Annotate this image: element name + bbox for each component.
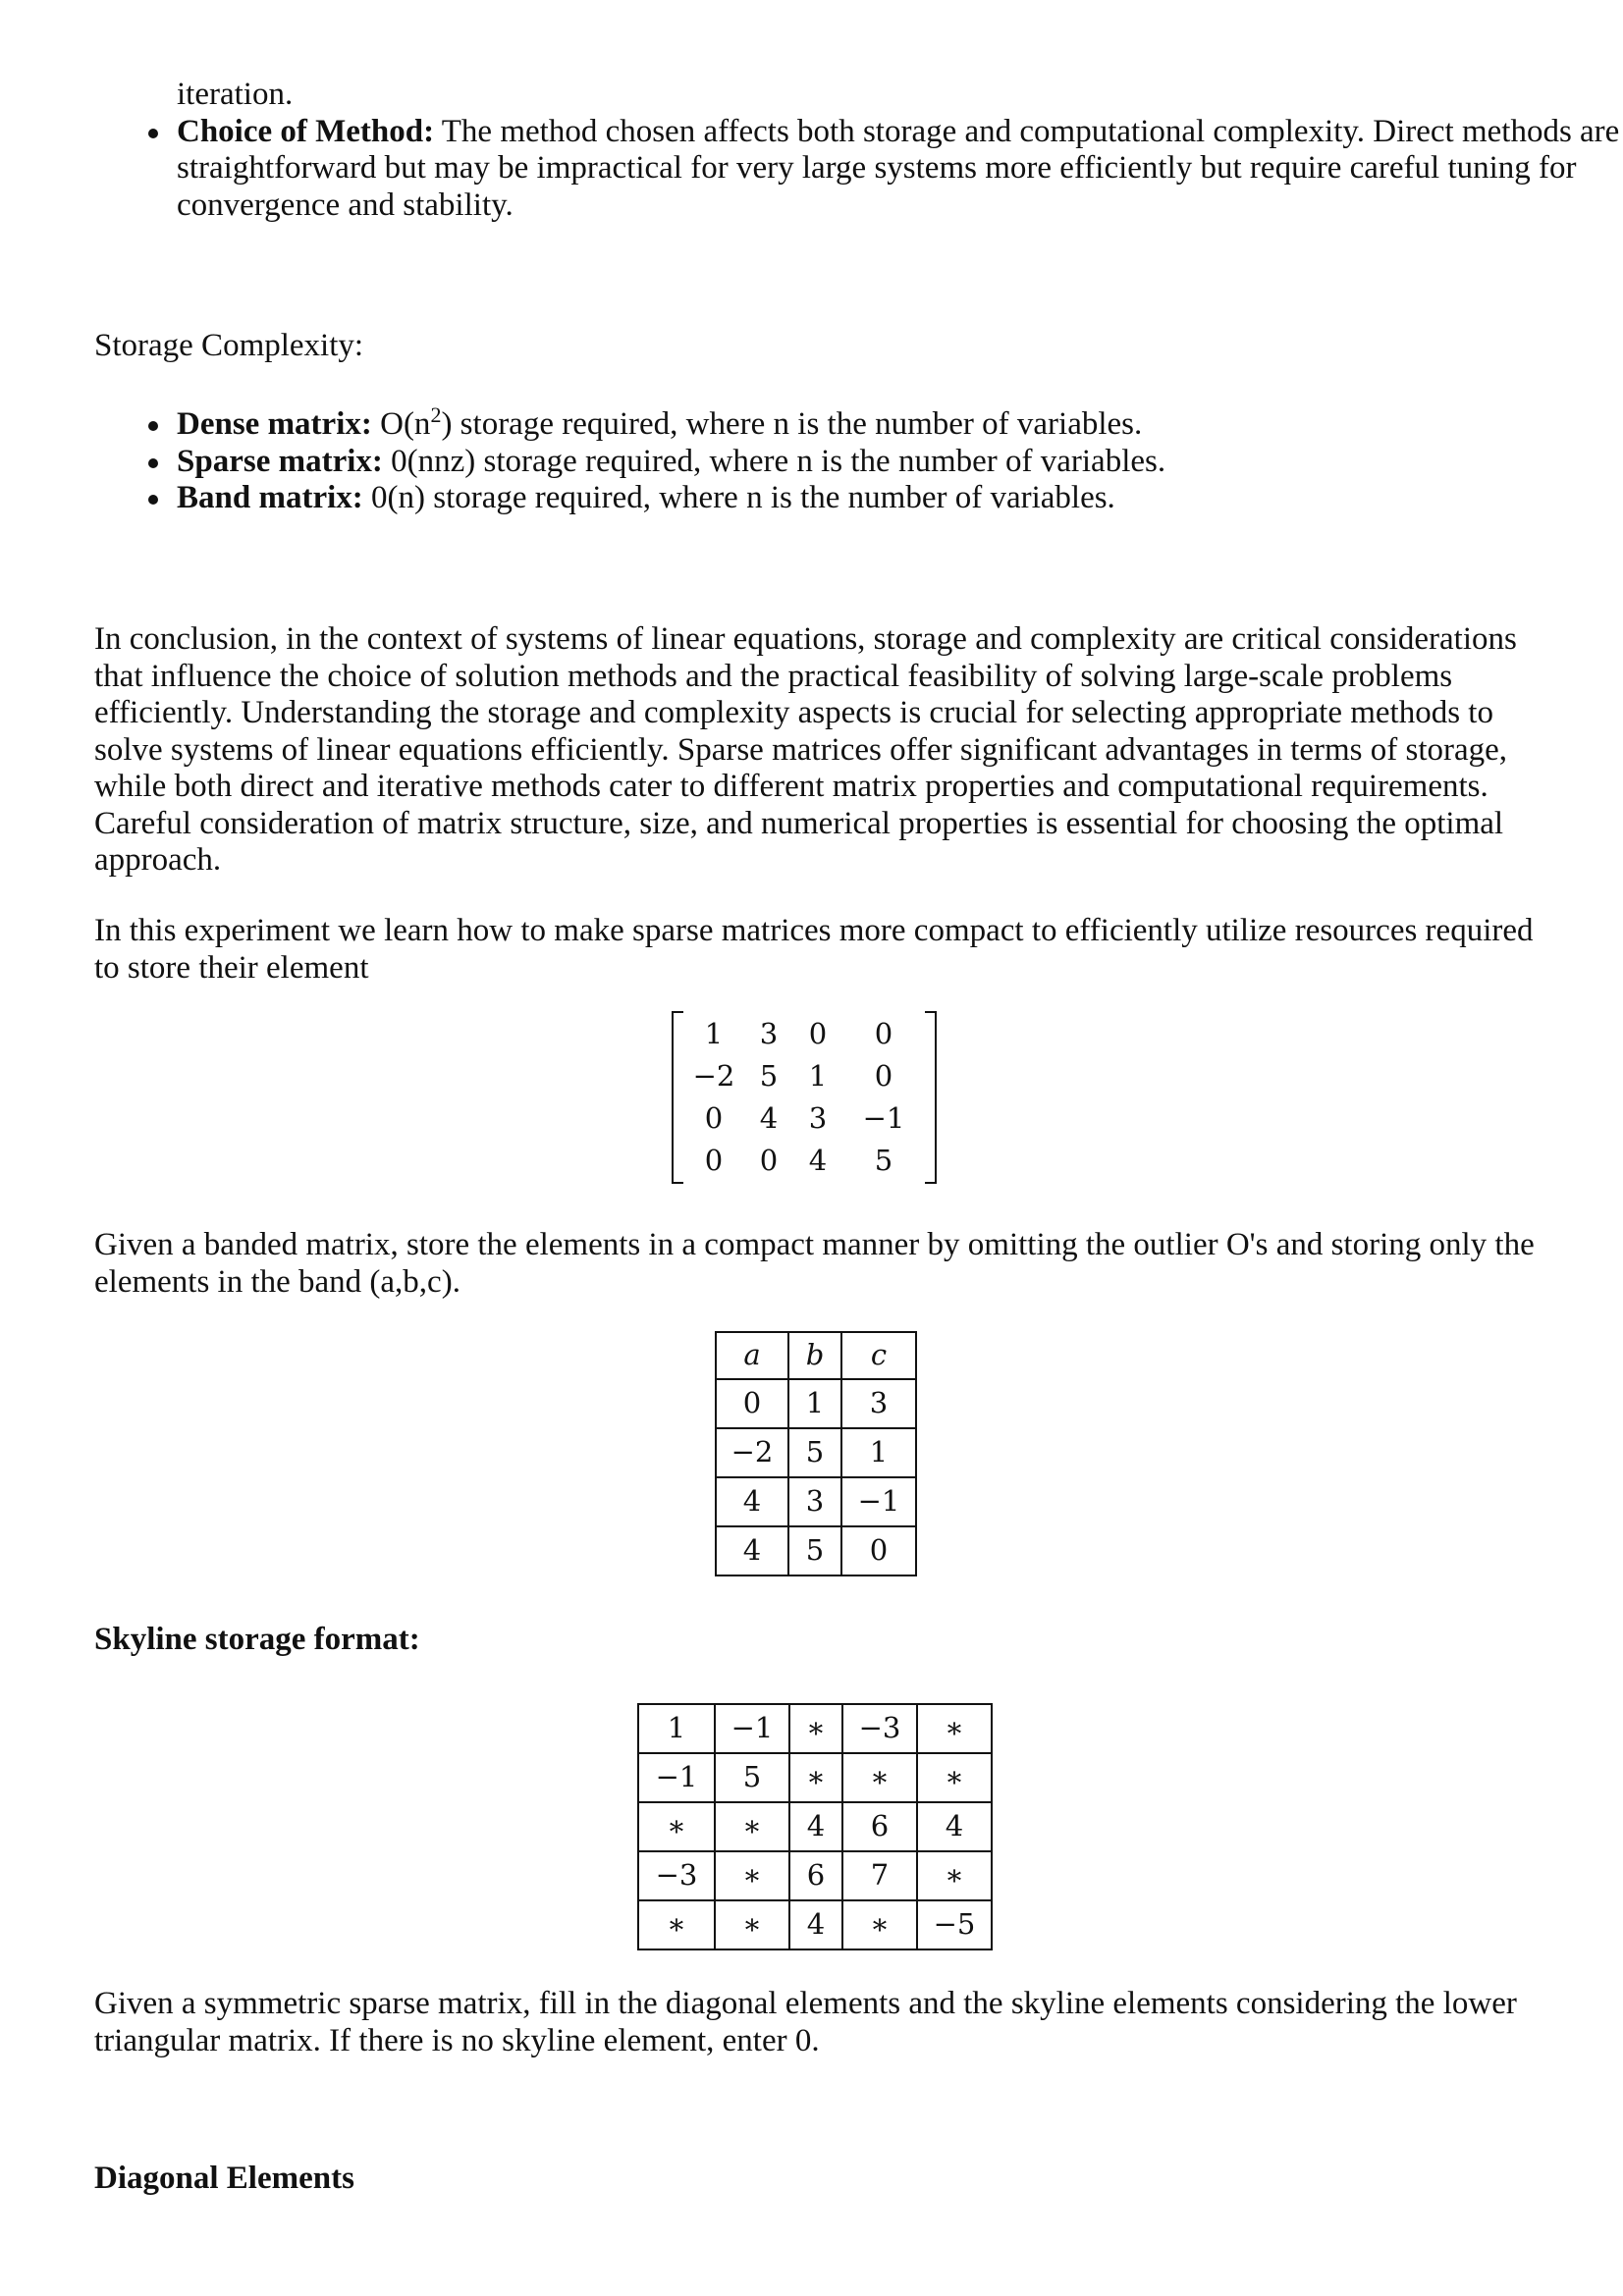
skyline-cell: ∗ <box>715 1802 789 1851</box>
skyline-cell: ∗ <box>917 1851 992 1900</box>
skyline-row <box>638 1802 992 1851</box>
band-table-cell: 4 <box>716 1477 788 1526</box>
skyline-cell: 5 <box>715 1753 789 1802</box>
sparse-matrix-label: Sparse matrix: <box>177 443 383 479</box>
matrix-cell: 0 <box>704 1100 724 1135</box>
band-table-row <box>716 1526 916 1575</box>
dense-matrix-text-post: ) storage required, where n is the number of variables. <box>441 406 1143 442</box>
matrix-cell: −2 <box>692 1058 735 1093</box>
band-matrix-item <box>177 480 1623 517</box>
skyline-cell: ∗ <box>789 1704 842 1753</box>
dense-matrix-exponent: 2 <box>430 402 442 427</box>
skyline-cell: ∗ <box>638 1802 715 1851</box>
skyline-heading-text: Skyline storage format: <box>94 1622 420 1657</box>
skyline-cell: 1 <box>638 1704 715 1753</box>
matrix-cell: 1 <box>704 1016 724 1050</box>
diagonal-elements-heading-text: Diagonal Elements <box>94 2161 354 2196</box>
skyline-cell: ∗ <box>842 1900 917 1949</box>
dense-matrix-text-pre: O(n <box>371 406 431 442</box>
skyline-cell: ∗ <box>917 1753 992 1802</box>
skyline-cell: 6 <box>789 1851 842 1900</box>
band-table-row <box>716 1477 916 1526</box>
skyline-cell: −3 <box>842 1704 917 1753</box>
diagonal-elements-heading <box>94 2161 354 2198</box>
matrix-cell: 1 <box>808 1058 828 1093</box>
matrix-cell: −1 <box>862 1100 905 1135</box>
intro-bullet-list <box>94 77 1623 224</box>
dense-matrix-label: Dense matrix: <box>177 406 372 442</box>
skyline-row <box>638 1900 992 1949</box>
conclusion-paragraph: In conclusion, in the context of systems of linear equations, storage and complexity are critical considerations that influence the choice of solution methods and the practical feasibility of solving large-scale problems efficiently. Understanding the storage and complexity aspects is crucial for selecting appropriate methods to solve systems of linear equations efficiently. Sparse matrices offer significant advantages in terms of storage, while both direct and iterative methods cater to different matrix properties and computational requirements. Careful consideration of matrix structure, size, and numerical properties is essential for choosing the optimal approach. <box>94 621 1517 878</box>
matrix-cell: 5 <box>759 1058 779 1093</box>
band-table-row <box>716 1428 916 1477</box>
matrix-cell: 3 <box>759 1016 779 1050</box>
matrix-cell: 0 <box>874 1016 893 1050</box>
skyline-table <box>637 1703 993 1950</box>
continued-item <box>177 77 1623 114</box>
band-table-header-row <box>716 1332 916 1379</box>
band-table-cell: 1 <box>788 1379 841 1428</box>
skyline-cell: ∗ <box>789 1753 842 1802</box>
band-table-cell: 0 <box>841 1526 916 1575</box>
storage-bullet-list <box>94 402 1623 517</box>
skyline-cell: −3 <box>638 1851 715 1900</box>
sparse-matrix-item <box>177 444 1623 481</box>
skyline-cell: 4 <box>789 1802 842 1851</box>
matrix-cell: 0 <box>874 1058 893 1093</box>
skyline-cell: 7 <box>842 1851 917 1900</box>
storage-complexity-heading: Storage Complexity: <box>94 328 364 363</box>
matrix-cell: 4 <box>759 1100 779 1135</box>
band-table-cell: 5 <box>788 1526 841 1575</box>
band-table-cell: 0 <box>716 1379 788 1428</box>
band-table-row <box>716 1379 916 1428</box>
experiment-paragraph: In this experiment we learn how to make sparse matrices more compact to efficiently utilize resources required to store their element <box>94 913 1534 986</box>
band-table-header-b: b <box>788 1332 841 1379</box>
skyline-cell: −5 <box>917 1900 992 1949</box>
matrix-cell: 3 <box>808 1100 828 1135</box>
skyline-cell: 4 <box>917 1802 992 1851</box>
skyline-cell: ∗ <box>842 1753 917 1802</box>
banded-instruction: Given a banded matrix, store the elements in a compact manner by omitting the outlier O's and storing only the elements in the band (a,b,c). <box>94 1227 1535 1300</box>
matrix-row <box>683 1055 925 1097</box>
skyline-cell: ∗ <box>638 1900 715 1949</box>
skyline-cell: 6 <box>842 1802 917 1851</box>
skyline-row <box>638 1704 992 1753</box>
choice-of-method-item <box>177 114 1623 225</box>
band-table-cell: 4 <box>716 1526 788 1575</box>
dense-matrix-item <box>177 402 1623 444</box>
matrix-row <box>683 1097 925 1140</box>
continued-text: iteration. <box>177 77 294 112</box>
skyline-instruction: Given a symmetric sparse matrix, fill in the diagonal elements and the skyline elements considering the lower triangular matrix. If there is no skyline element, enter 0. <box>94 1986 1517 2058</box>
band-table-cell: 1 <box>841 1428 916 1477</box>
choice-of-method-label: Choice of Method: <box>177 113 435 149</box>
matrix-right-bracket <box>925 1011 937 1184</box>
band-table-cell: 3 <box>788 1477 841 1526</box>
band-table-cell: 5 <box>788 1428 841 1477</box>
matrix-row <box>683 1140 925 1182</box>
band-table-cell: −1 <box>841 1477 916 1526</box>
band-matrix-text: 0(n) storage required, where n is the number of variables. <box>362 480 1115 515</box>
skyline-heading <box>94 1622 420 1659</box>
matrix-cell: 5 <box>874 1143 893 1177</box>
skyline-cell: 4 <box>789 1900 842 1949</box>
band-matrix-label: Band matrix: <box>177 480 363 515</box>
banded-matrix-body <box>683 1013 925 1182</box>
choice-of-method-text: The method chosen affects both storage and computational complexity. Direct methods are straightforward but may be impractical for very large systems more efficiently but require careful tuning for convergence and stability. <box>177 113 1620 223</box>
skyline-row <box>638 1851 992 1900</box>
matrix-left-bracket <box>672 1011 683 1184</box>
band-table-header-a: a <box>716 1332 788 1379</box>
matrix-cell: 4 <box>808 1143 828 1177</box>
band-table-header-c: c <box>841 1332 916 1379</box>
skyline-cell: ∗ <box>715 1851 789 1900</box>
band-table-cell: −2 <box>716 1428 788 1477</box>
sparse-matrix-text: 0(nnz) storage required, where n is the number of variables. <box>382 443 1166 479</box>
skyline-cell: ∗ <box>715 1900 789 1949</box>
band-table-cell: 3 <box>841 1379 916 1428</box>
banded-matrix <box>672 1011 937 1184</box>
matrix-cell: 0 <box>704 1143 724 1177</box>
matrix-row <box>683 1013 925 1055</box>
skyline-cell: ∗ <box>917 1704 992 1753</box>
skyline-cell: −1 <box>715 1704 789 1753</box>
band-storage-table <box>715 1331 917 1576</box>
matrix-cell: 0 <box>759 1143 779 1177</box>
matrix-cell: 0 <box>808 1016 828 1050</box>
skyline-row <box>638 1753 992 1802</box>
skyline-cell: −1 <box>638 1753 715 1802</box>
